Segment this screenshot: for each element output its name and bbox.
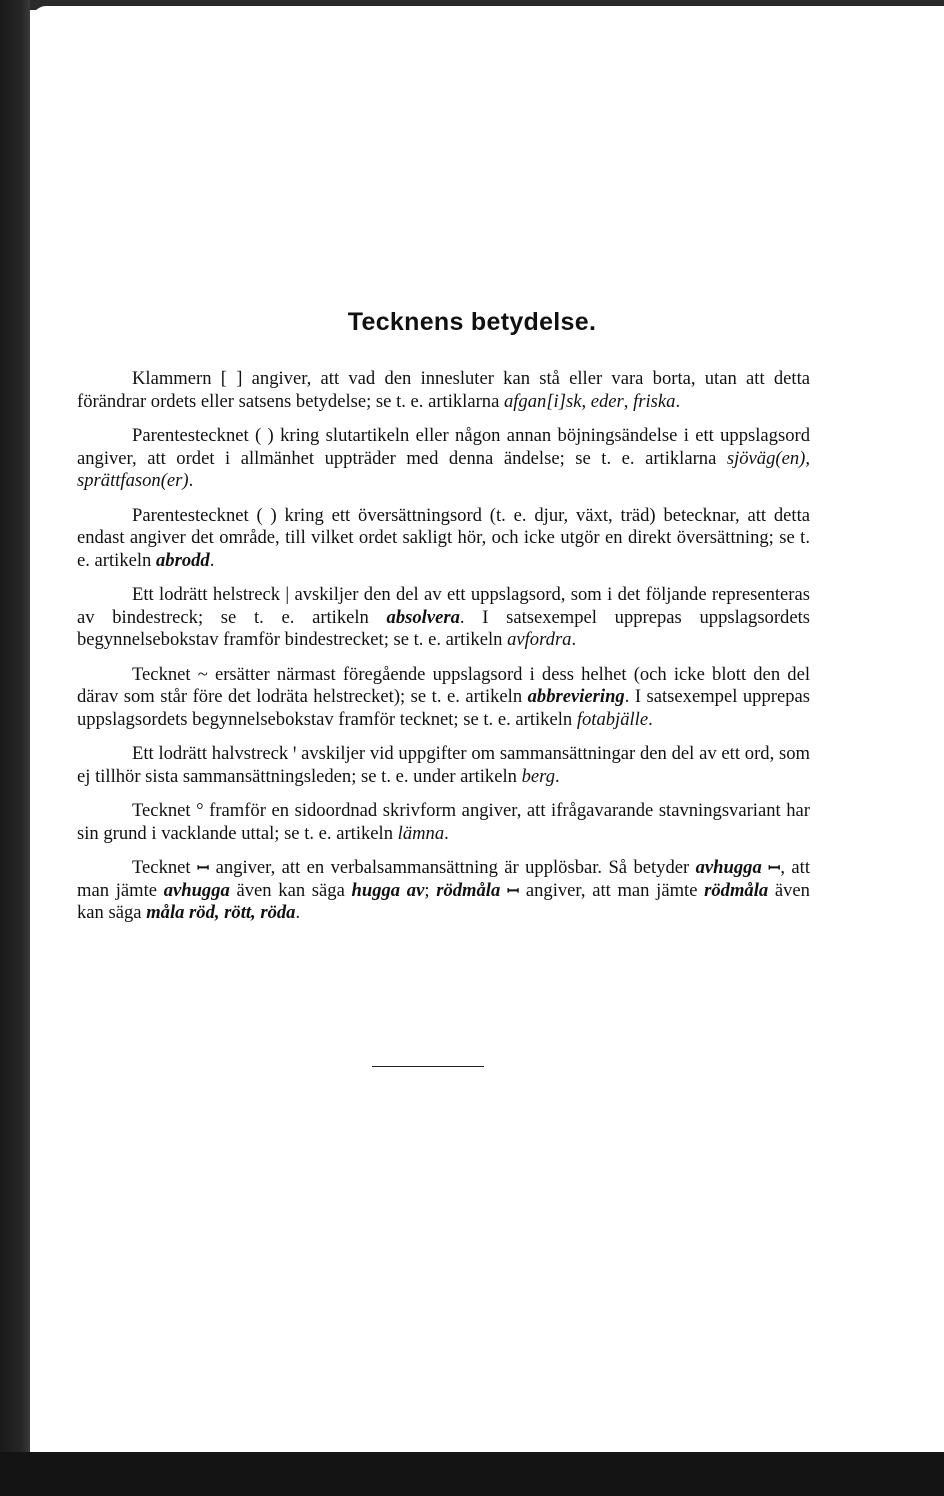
text: , att man jämte xyxy=(77,857,811,901)
text: även kan säga xyxy=(229,879,352,901)
text: Tecknet ° framför en sidoordnad skrivform angiver, att ifrågavarande stavningsvariant har sin grund i vacklande uttal; se t. e. artikeln xyxy=(77,800,810,844)
paragraph-half-bar xyxy=(77,743,810,788)
text: angiver, att man jämte xyxy=(519,879,705,901)
text: Tecknet ~ ersätter närmast föregående uppslagsord i dess helhet (och icke blott den del därav som står före det lodräta helstrecket); se t. e. artikeln xyxy=(77,663,810,707)
paragraph-degree xyxy=(77,800,810,845)
scan-border-bottom xyxy=(0,1452,944,1496)
example-word: rödmåla xyxy=(704,879,769,901)
text: Parentestecknet ( ) kring slutartikeln eller någon annan böjningsändelse i ett uppslagsord angiver, att ordet i allmänhet uppträder med denna ändelse; se t. e. artiklarna xyxy=(77,425,810,469)
text: . xyxy=(188,470,194,491)
example-word: absolvera xyxy=(386,606,460,628)
example-word: avfordra xyxy=(507,629,572,650)
example-word: sprättfason(er) xyxy=(77,470,189,491)
paragraph-parentheses-ending xyxy=(77,425,810,493)
paragraph-tilde xyxy=(77,664,810,732)
text: Ett lodrätt helstreck | avskiljer den del av ett uppslagsord, som i det följande representeras av bindestreck; se t. e. artikeln xyxy=(77,584,810,628)
paragraph-vertical-bar xyxy=(77,584,810,652)
book-page xyxy=(32,6,944,1452)
page-title: Tecknens betydelse. xyxy=(347,308,597,336)
paragraph-brackets xyxy=(77,368,810,413)
separable-verb-icon: ꟷ xyxy=(768,859,781,877)
text: Ett lodrätt halvstreck ꞌ avskiljer vid uppgifter om sammansättningar den del av ett ord, som ej tillhör sista sammansättningsleden; se t. e. under artikeln xyxy=(77,743,810,787)
section-divider xyxy=(372,1066,484,1067)
text: . xyxy=(444,822,449,844)
text: , xyxy=(623,390,634,412)
text: . xyxy=(675,390,681,412)
scan-border-left xyxy=(0,0,30,1496)
text: . I satsexempel upprepas uppslagsordets begynnelsebokstav framför bindestrecket; se t. e. artikeln xyxy=(77,606,810,650)
example-word: eder xyxy=(590,390,624,412)
example-word: fotabjälle xyxy=(576,708,649,730)
text: . xyxy=(571,629,577,650)
example-word: rödmåla xyxy=(436,879,501,901)
example-word: avhugga xyxy=(695,857,762,878)
text: Klammern [ ] angiver, att vad den innesluter kan stå eller vara borta, utan att detta förändrar ordets eller satsens betydelse; se t. e. artiklarna xyxy=(77,368,810,412)
example-word: sjöväg(en) xyxy=(726,447,806,469)
text: . I satsexempel upprepas uppslagsordets begynnelsebokstav framför tecknet; se t. e. artikeln xyxy=(77,686,811,730)
example-word: lämna xyxy=(397,822,445,844)
text: Tecknet xyxy=(132,857,197,878)
text: . xyxy=(295,902,301,923)
example-word: hugga av xyxy=(351,879,425,901)
text: Parentestecknet ( ) kring ett översättningsord (t. e. djur, växt, träd) betecknar, att detta endast angiver det område, till vilket ordet sakligt hör, och icke utgör en direkt översättning; se t. e. artikeln xyxy=(77,504,810,571)
text: , xyxy=(581,390,591,412)
example-word: abrodd xyxy=(156,549,210,571)
paragraph-parentheses-translation xyxy=(77,505,810,573)
example-word: friska xyxy=(633,390,676,412)
example-word: abbreviering xyxy=(527,686,625,707)
example-word: avhugga xyxy=(163,879,230,901)
text: , xyxy=(805,447,810,469)
paragraph-separable-verb xyxy=(77,857,810,925)
example-word: berg xyxy=(521,765,556,787)
text: . xyxy=(209,549,215,571)
separable-verb-icon: ꟷ xyxy=(506,881,520,900)
example-word: afgan[i]sk xyxy=(503,390,582,412)
text: angiver, att en verbalsammansättning är upplösbar. Så betyder xyxy=(209,857,696,878)
text: . xyxy=(555,765,560,787)
text: ; xyxy=(424,879,437,901)
body-text xyxy=(77,368,810,937)
separable-verb-icon: ꟷ xyxy=(196,859,210,877)
example-word: måla röd, rött, röda xyxy=(146,902,296,923)
text: även kan säga xyxy=(77,879,810,923)
text: . xyxy=(648,708,653,730)
